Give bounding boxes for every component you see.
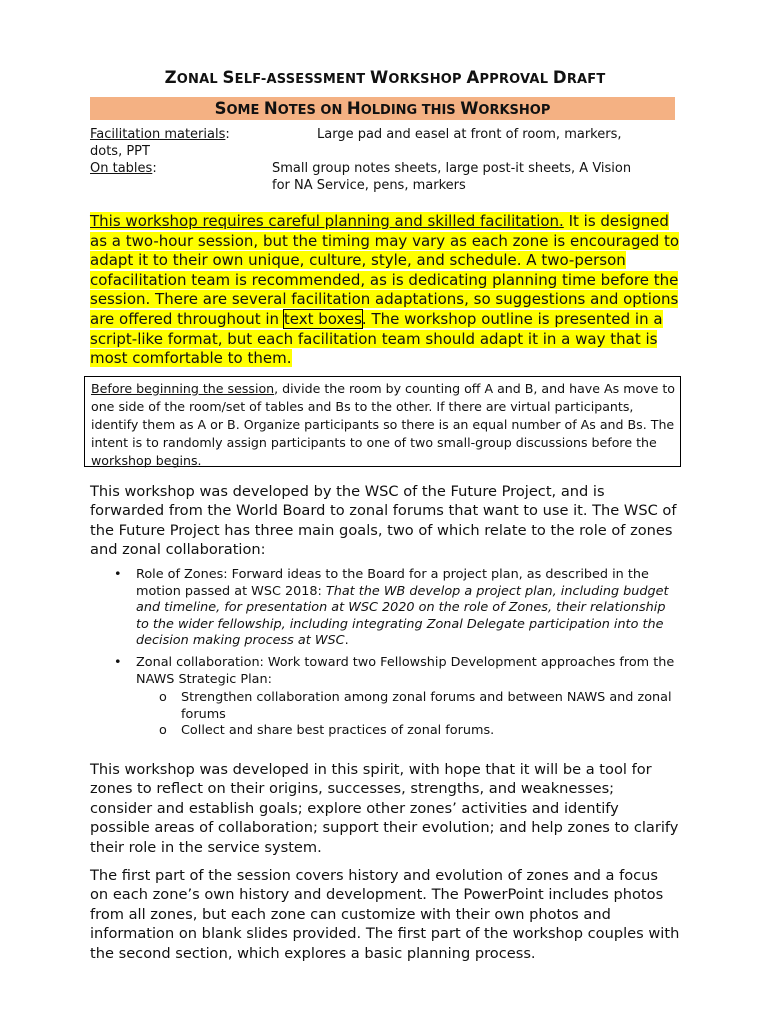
tables-colon: : (152, 161, 157, 176)
title-part: ELF-ASSESSMENT (234, 72, 370, 87)
bullet-icon: • (114, 567, 122, 582)
section-part: H (346, 99, 361, 118)
sub-bullet-icon: o (159, 723, 167, 739)
title-part: RAFT (566, 72, 606, 87)
facilitation-colon: : (225, 127, 230, 142)
section-part: S (214, 99, 227, 118)
title-part: A (466, 68, 480, 87)
title-part: PPROVAL (479, 72, 553, 87)
bullet-text: Zonal collaboration: Work toward two Fellowship Development approaches from the NAWS Strategic Plan: (136, 654, 675, 687)
tables-label-text: On tables (90, 161, 153, 176)
section-part: OTES ON (277, 103, 347, 118)
spirit-paragraph: This workshop was developed in this spirit, with hope that it will be a tool for zones to reflect on their origins, successes, strengths, and weaknesses; consider and establish goals; explore other zones’ activities and identify possible areas of collaboration; support their evolution; and help zones to clarify their role in the service system. (90, 761, 679, 856)
facilitation-materials-value: Large pad and easel at front of room, markers, (317, 127, 622, 142)
title-part: ORKSHOP (388, 72, 467, 87)
on-tables-value-1: Small group notes sheets, large post-it sheets, A Vision (272, 161, 632, 176)
sub-bullet-icon: o (159, 690, 167, 706)
facilitation-materials-label (90, 126, 230, 143)
title-part: S (222, 68, 235, 87)
first-part-paragraph: The first part of the session covers history and evolution of zones and a focus on each zone’s own history and development. The PowerPoint includes photos from all zones, but each zone can customize with their own photos and information on blank slides provided. The first part of the workshop couples with the second section, which explores a basic planning process. (90, 867, 680, 962)
sub-list (90, 690, 680, 740)
document-title (0, 68, 770, 87)
goals-bullet-list (90, 567, 680, 740)
section-part: N (263, 99, 278, 118)
bullet-icon: • (114, 654, 122, 670)
motion-quote: That the WB develop a project plan, including budget and timeline, for presentation at WSC 2020 on the role of Zones, their relationship to the wider fellowship, including integrating Zonal Delegate participation into the decision making process at WSC (136, 583, 669, 649)
list-item (90, 567, 680, 650)
box-note-text: , divide the room by counting off A and B, and have As move to one side of the room/set of tables and Bs to the other. If there are virtual participants, identify them as A or B. Organize participants so there is an equal number of As and Bs. The intent is to randomly assign participants to one of two small-group discussions before the workshop begins. (91, 381, 676, 468)
session-setup-text-box (84, 376, 681, 467)
text-boxes-term: text boxes (283, 309, 362, 328)
section-part: OLDING THIS (360, 103, 461, 118)
title-part: D (552, 68, 567, 87)
highlight-lead: This workshop requires careful planning and skilled facilitation. (90, 212, 564, 230)
list-item (90, 655, 680, 688)
facilitation-materials-cont: dots, PPT (90, 144, 150, 159)
section-heading (90, 97, 675, 120)
sub-item-text: Strengthen collaboration among zonal forums and between NAWS and zonal forums (181, 690, 672, 722)
planning-highlight-paragraph (90, 212, 680, 369)
facilitation-label-text: Facilitation materials (90, 127, 226, 142)
bullet-end: . (344, 633, 349, 649)
highlight-body: It is designed as a two-hour session, but the timing may vary as each zone is encouraged to adapt it to their own unique, culture, style, and schedule. A two-person cofacilitation team is recommended, as is dedicating planning time before the session. There are several facilitation adaptations, so suggestions and options are offered throughout in (90, 212, 680, 328)
box-note-lead: Before beginning the session (91, 381, 275, 396)
section-part: OME (226, 103, 264, 118)
on-tables-label (90, 160, 157, 177)
bullet-text: Role of Zones: Forward ideas to the Board for a project plan, as described in the motion passed at WSC 2018: (136, 567, 649, 599)
title-part: Z (164, 68, 177, 87)
title-part: W (370, 68, 389, 87)
section-part: W (460, 99, 479, 118)
highlight-tail: . The workshop outline is presented in a script-like format, but each facilitation team should adapt it in a way that is most comfortable to them. (90, 309, 663, 368)
sub-item-text: Collect and share best practices of zonal forums. (181, 723, 495, 739)
title-part: ONAL (176, 72, 223, 87)
on-tables-value-2: for NA Service, pens, markers (272, 178, 466, 193)
intro-paragraph: This workshop was developed by the WSC of the Future Project, and is forwarded from the World Board to zonal forums that want to use it. The WSC of the Future Project has three main goals, two of which relate to the role of zones and zonal collaboration: (90, 483, 677, 559)
sub-list-item (90, 723, 680, 740)
sub-list-item (90, 690, 680, 723)
section-part: ORKSHOP (478, 103, 551, 118)
